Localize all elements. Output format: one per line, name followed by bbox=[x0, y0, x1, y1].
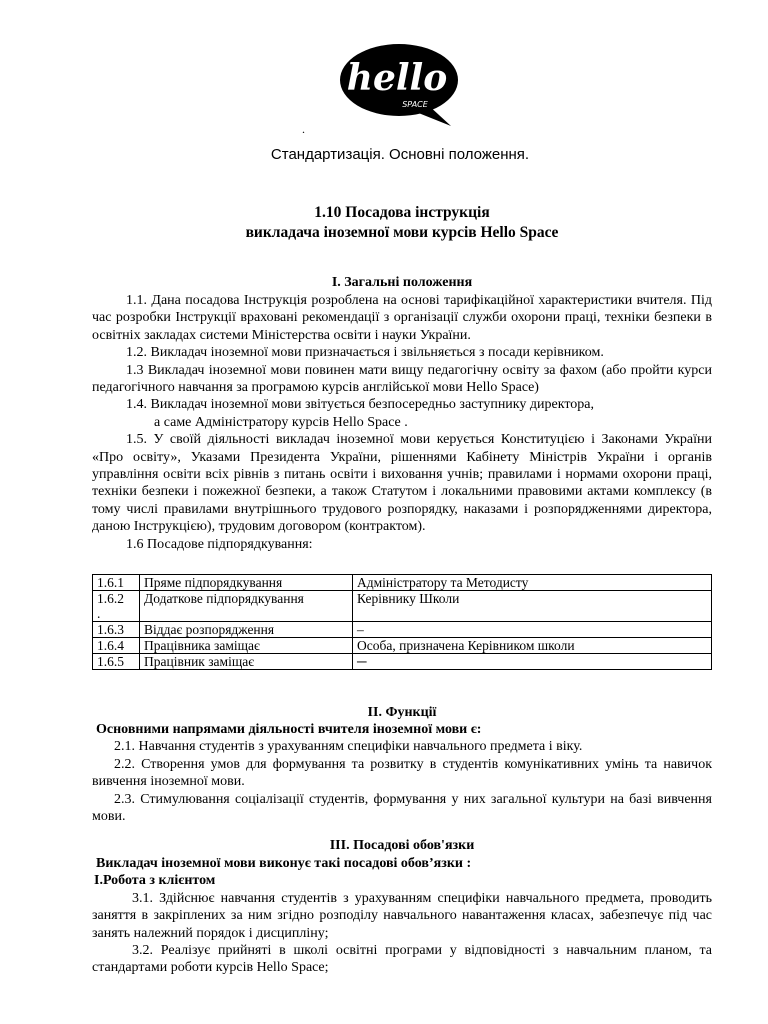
table-cell-value: Особа, призначена Керівником школи bbox=[353, 638, 712, 654]
document-title-line2: викладача іноземної мови курсів Hello Space bbox=[245, 224, 559, 241]
table-cell-value: – bbox=[353, 622, 712, 638]
section3-heading: ІІІ. Посадові обов'язки bbox=[329, 838, 475, 853]
svg-text:hello: hello bbox=[346, 57, 448, 99]
section3-subheading: І.Робота з клієнтом bbox=[94, 873, 216, 889]
svg-text:SPACE: SPACE bbox=[402, 100, 428, 109]
section2-heading: ІІ. Функції bbox=[367, 705, 437, 720]
table-cell-num: 1.6.3 bbox=[93, 622, 140, 638]
paragraph-3-1: 3.1. Здійснює навчання студентів з урахуванням специфіки навчального предмета, проводить заняття в закріплених за ним згідно розподілу навчального навантаження класах, забезпечує під час занять належний порядок і дисципліну; bbox=[92, 890, 712, 941]
table-row bbox=[93, 575, 712, 591]
table-cell-num: 1.6.5 bbox=[93, 654, 140, 670]
paragraph-1-3: 1.3 Викладач іноземної мови повинен мати вищу педагогічну освіту за фахом (або пройти курси педагогічного навчання за програмою курсів англійської мови Hello Space) bbox=[92, 362, 712, 396]
table-cell-num: 1.6.4 bbox=[93, 638, 140, 654]
table-cell-num bbox=[93, 591, 140, 622]
paragraph-1-4b: а саме Адміністратору курсів Hello Space . bbox=[154, 414, 408, 430]
table-cell-label: Додаткове підпорядкування bbox=[140, 591, 353, 622]
section1-heading: І. Загальні положення bbox=[331, 275, 473, 290]
section2-intro: Основними напрямами діяльності вчителя іноземної мови є: bbox=[96, 722, 482, 737]
table-row bbox=[93, 591, 712, 622]
table-row bbox=[93, 654, 712, 670]
table-cell-value: ─ bbox=[353, 654, 712, 670]
section3-intro: Викладач іноземної мови виконує такі посадові обов’язки : bbox=[96, 856, 472, 871]
section1-body bbox=[92, 292, 712, 553]
paragraph-1-5: 1.5. У своїй діяльності викладач іноземної мови керується Конституцією і Законами України «Про освіту», Указами Президента України, рішеннями Кабінету Міністрів України і органів управління освіти всіх рівнів з питань освіти і виховання учнів; правилами і нормами охорони праці, техніки безпеки і пожежної безпеки, а також Статутом і локальними правовими актами комплексу (в тому числі правилами внутрішнього трудового розпорядку, наказами і розпорядженнями директора, даною Інструкцією), трудовим договором (контрактом). bbox=[92, 432, 712, 535]
paragraph-2-2: 2.2. Створення умов для формування та розвитку в студентів комунікативних умінь та навичок вивчення іноземної мови. bbox=[92, 756, 712, 790]
table-row bbox=[93, 638, 712, 654]
paragraph-3-2: 3.2. Реалізує прийняті в школі освітні програми у відповідності з навчальним планом, та стандартами роботи курсів Hello Space; bbox=[92, 943, 712, 976]
table-cell-value: Керівнику Школи bbox=[353, 591, 712, 622]
document-title-line1: 1.10 Посадова інструкція bbox=[314, 204, 490, 221]
section3-body bbox=[92, 855, 712, 977]
table-cell-label: Віддає розпорядження bbox=[140, 622, 353, 638]
paragraph-2-3: 2.3. Стимулювання соціалізації студентів, формування у них загальної культури на базі вивчення мови. bbox=[92, 791, 712, 825]
table-cell-label: Пряме підпорядкування bbox=[140, 575, 353, 591]
subordination-table bbox=[92, 574, 712, 670]
paragraph-1-4: 1.4. Викладач іноземної мови звітується безпосередньо заступнику директора, bbox=[126, 397, 594, 413]
section2-body bbox=[92, 721, 712, 825]
paragraph-1-6: 1.6 Посадове підпорядкування: bbox=[126, 536, 313, 552]
table-cell-num-text: 1.6.2 bbox=[97, 591, 124, 606]
page-subtitle: Стандартизація. Основні положення. bbox=[270, 146, 530, 163]
paragraph-1-2: 1.2. Викладач іноземної мови призначається і звільняється з посади керівником. bbox=[126, 345, 604, 361]
table-row bbox=[93, 622, 712, 638]
hello-space-logo bbox=[339, 44, 459, 128]
table-cell-label: Працівника заміщає bbox=[140, 638, 353, 654]
document-title bbox=[0, 203, 768, 243]
paragraph-1-1: 1.1. Дана посадова Інструкція розроблена на основі тарифікаційної характеристики вчителя. Під час розробки Інструкції враховані рекомендації з організації служби охорони праці, техніки безпеки в освітніх закладах системи Міністерства освіти і науки України. bbox=[92, 293, 712, 343]
table-cell-label: Працівник заміщає bbox=[140, 654, 353, 670]
paragraph-2-1: 2.1. Навчання студентів з урахуванням специфіки навчального предмета і віку. bbox=[114, 739, 583, 755]
table-cell-value: Адміністратору та Методисту bbox=[353, 575, 712, 591]
table-cell-num: 1.6.1 bbox=[93, 575, 140, 591]
table-cell-extra: . bbox=[97, 606, 101, 621]
stray-dot: . bbox=[302, 122, 305, 136]
